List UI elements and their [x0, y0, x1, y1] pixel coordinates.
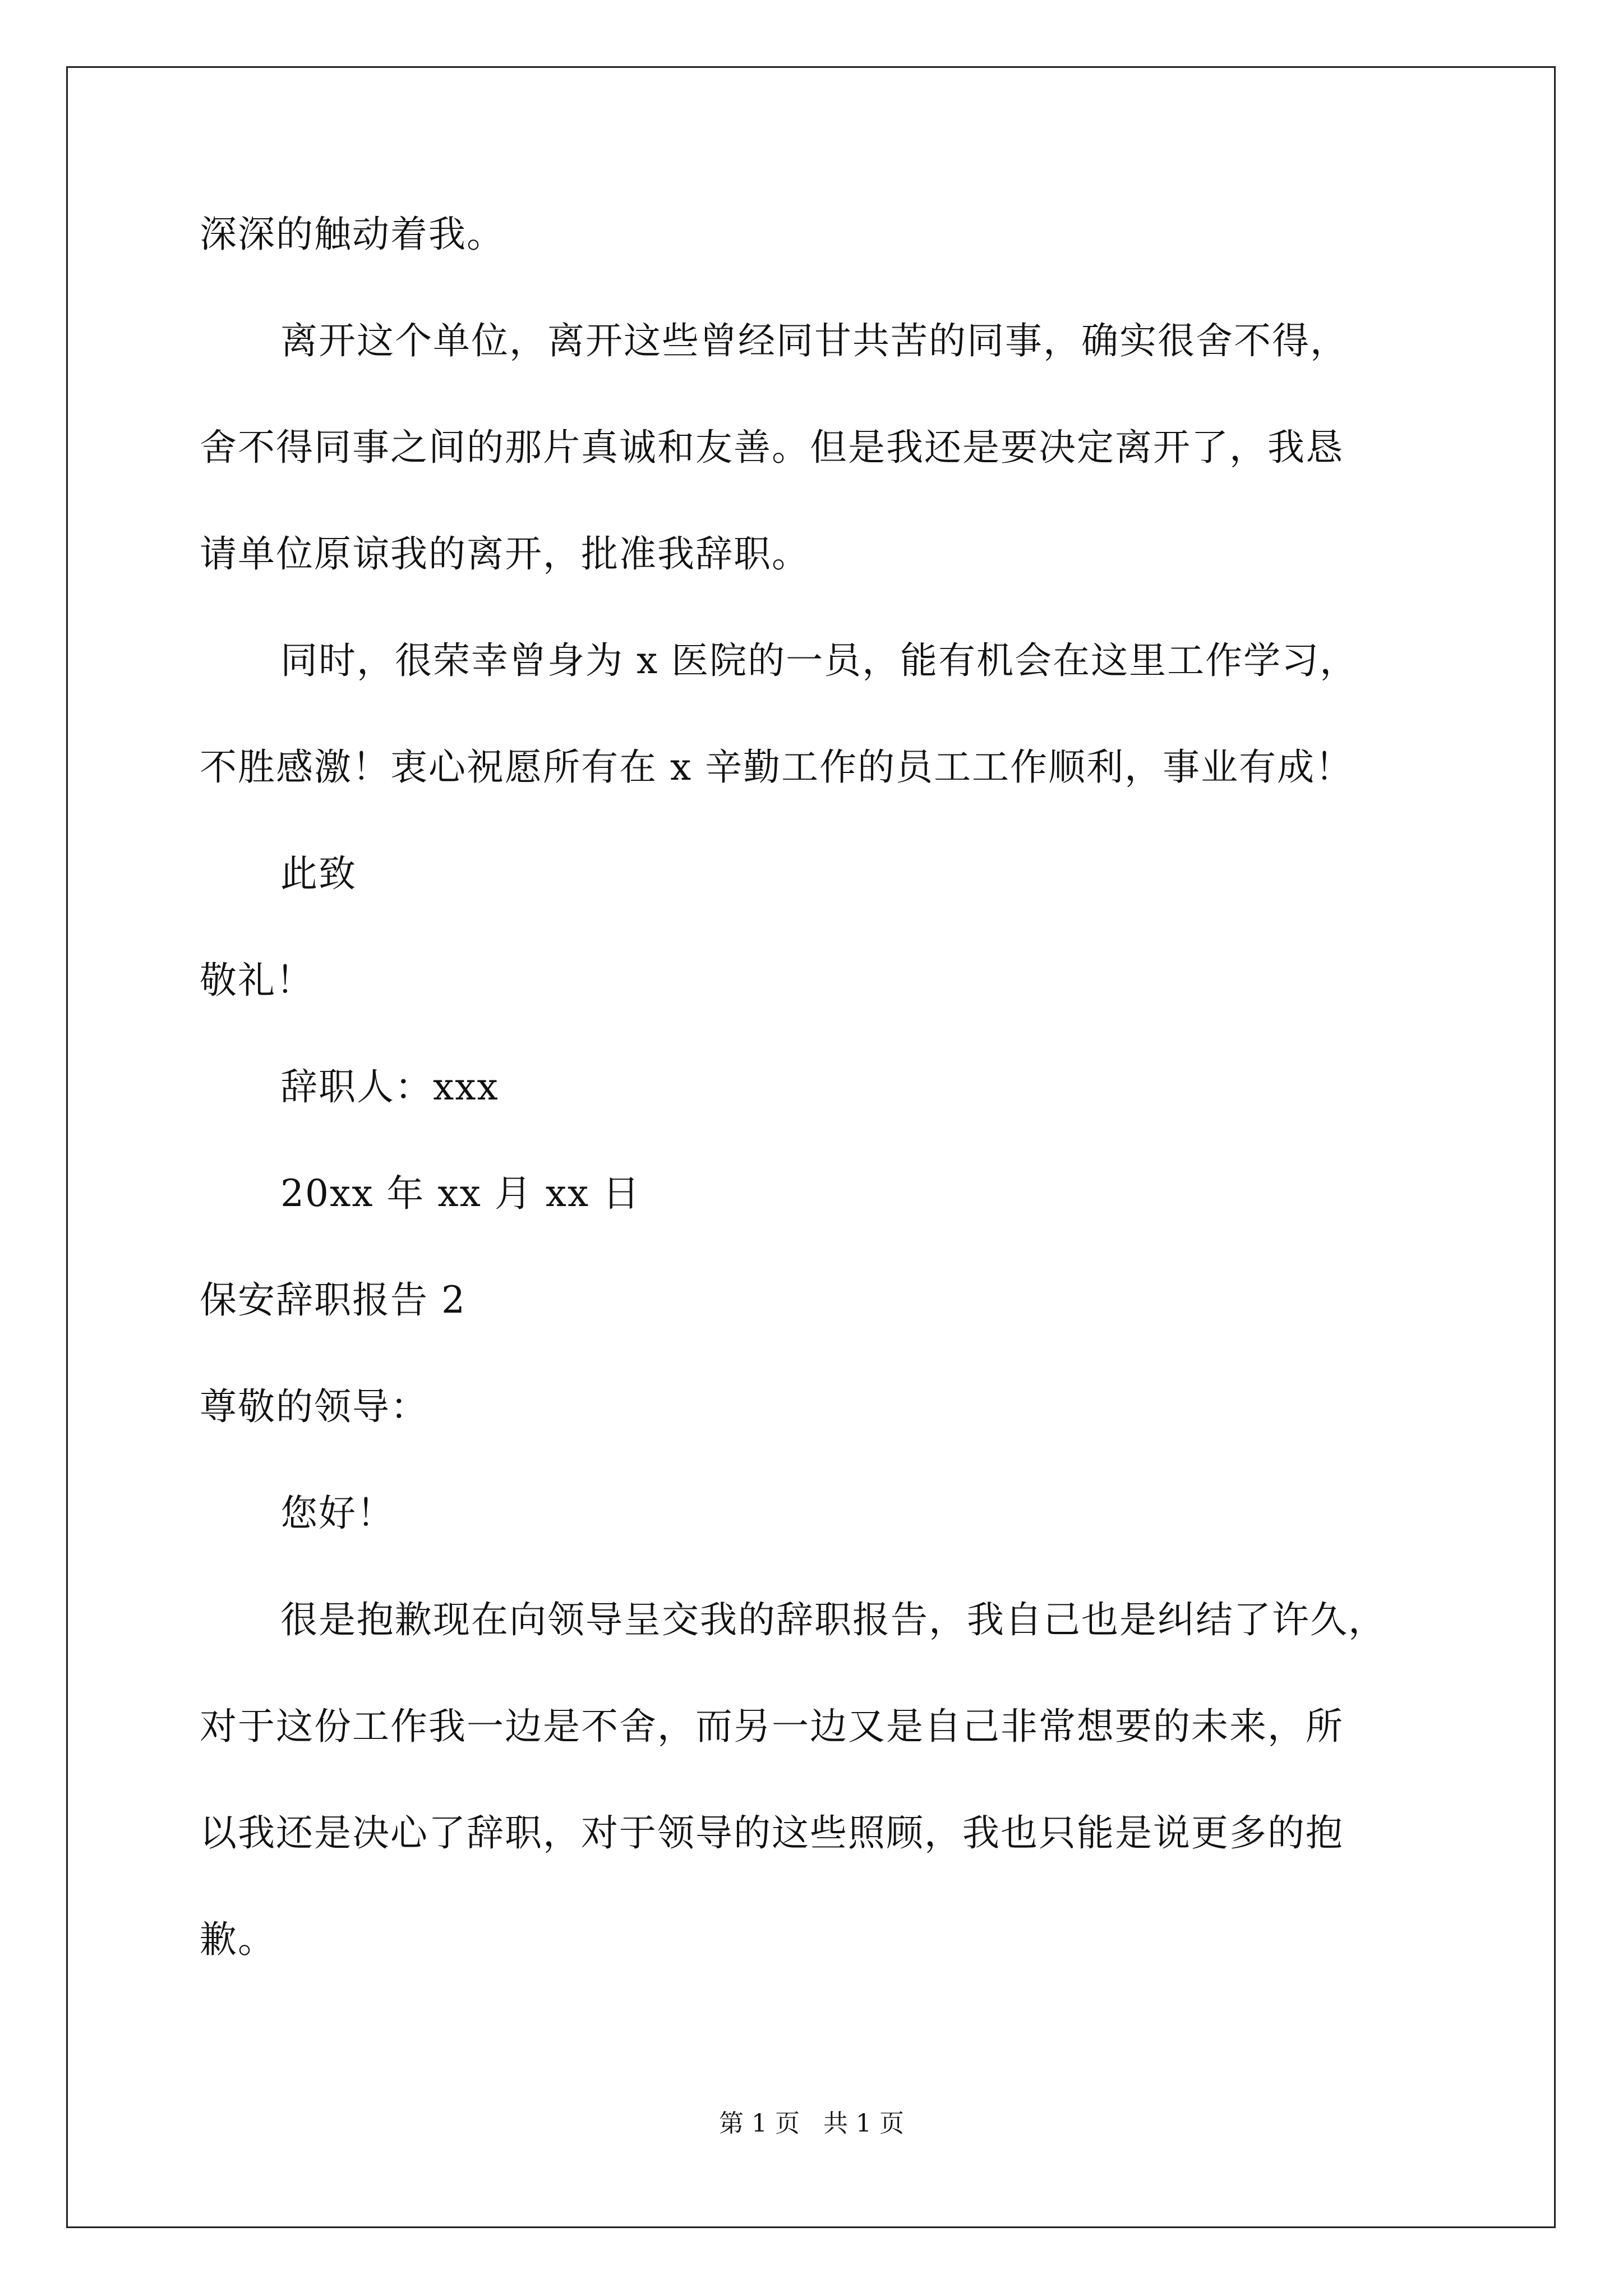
signature-date: 20xx 年 xx 月 xx 日 [280, 1172, 641, 1215]
text-line-17: 歉。 [200, 1918, 276, 1961]
section-title: 保安辞职报告 2 [200, 1278, 466, 1322]
text-line-4: 请单位原谅我的离开，批准我辞职。 [200, 532, 810, 576]
salutation-cizhi: 此致 [280, 852, 357, 895]
signature-resigner: 辞职人：xxx [280, 1065, 499, 1108]
greeting-hello: 您好！ [280, 1492, 395, 1535]
text-line-2: 离开这个单位，离开这些曾经同甘共苦的同事，确实很舍不得， [280, 319, 1348, 362]
text-line-5: 同时，很荣幸曾身为 x 医院的一员，能有机会在这里工作学习， [280, 639, 1358, 682]
text-line-1: 深深的触动着我。 [200, 213, 505, 256]
text-line-6: 不胜感激！衷心祝愿所有在 x 辛勤工作的员工工作顺利，事业有成！ [200, 746, 1354, 789]
page-footer: 第 1 页 共 1 页 [719, 2109, 904, 2138]
text-line-14: 很是抱歉现在向领导呈交我的辞职报告，我自己也是纠结了许久， [280, 1598, 1386, 1641]
text-line-15: 对于这份工作我一边是不舍，而另一边又是自己非常想要的未来，所 [200, 1705, 1344, 1748]
greeting-leader: 尊敬的领导： [200, 1385, 428, 1428]
text-line-16: 以我还是决心了辞职，对于领导的这些照顾，我也只能是说更多的抱 [200, 1811, 1344, 1855]
page-border [66, 66, 1556, 2228]
salutation-jingli: 敬礼！ [200, 959, 314, 1002]
text-line-3: 舍不得同事之间的那片真诚和友善。但是我还是要决定离开了，我恳 [200, 426, 1344, 469]
